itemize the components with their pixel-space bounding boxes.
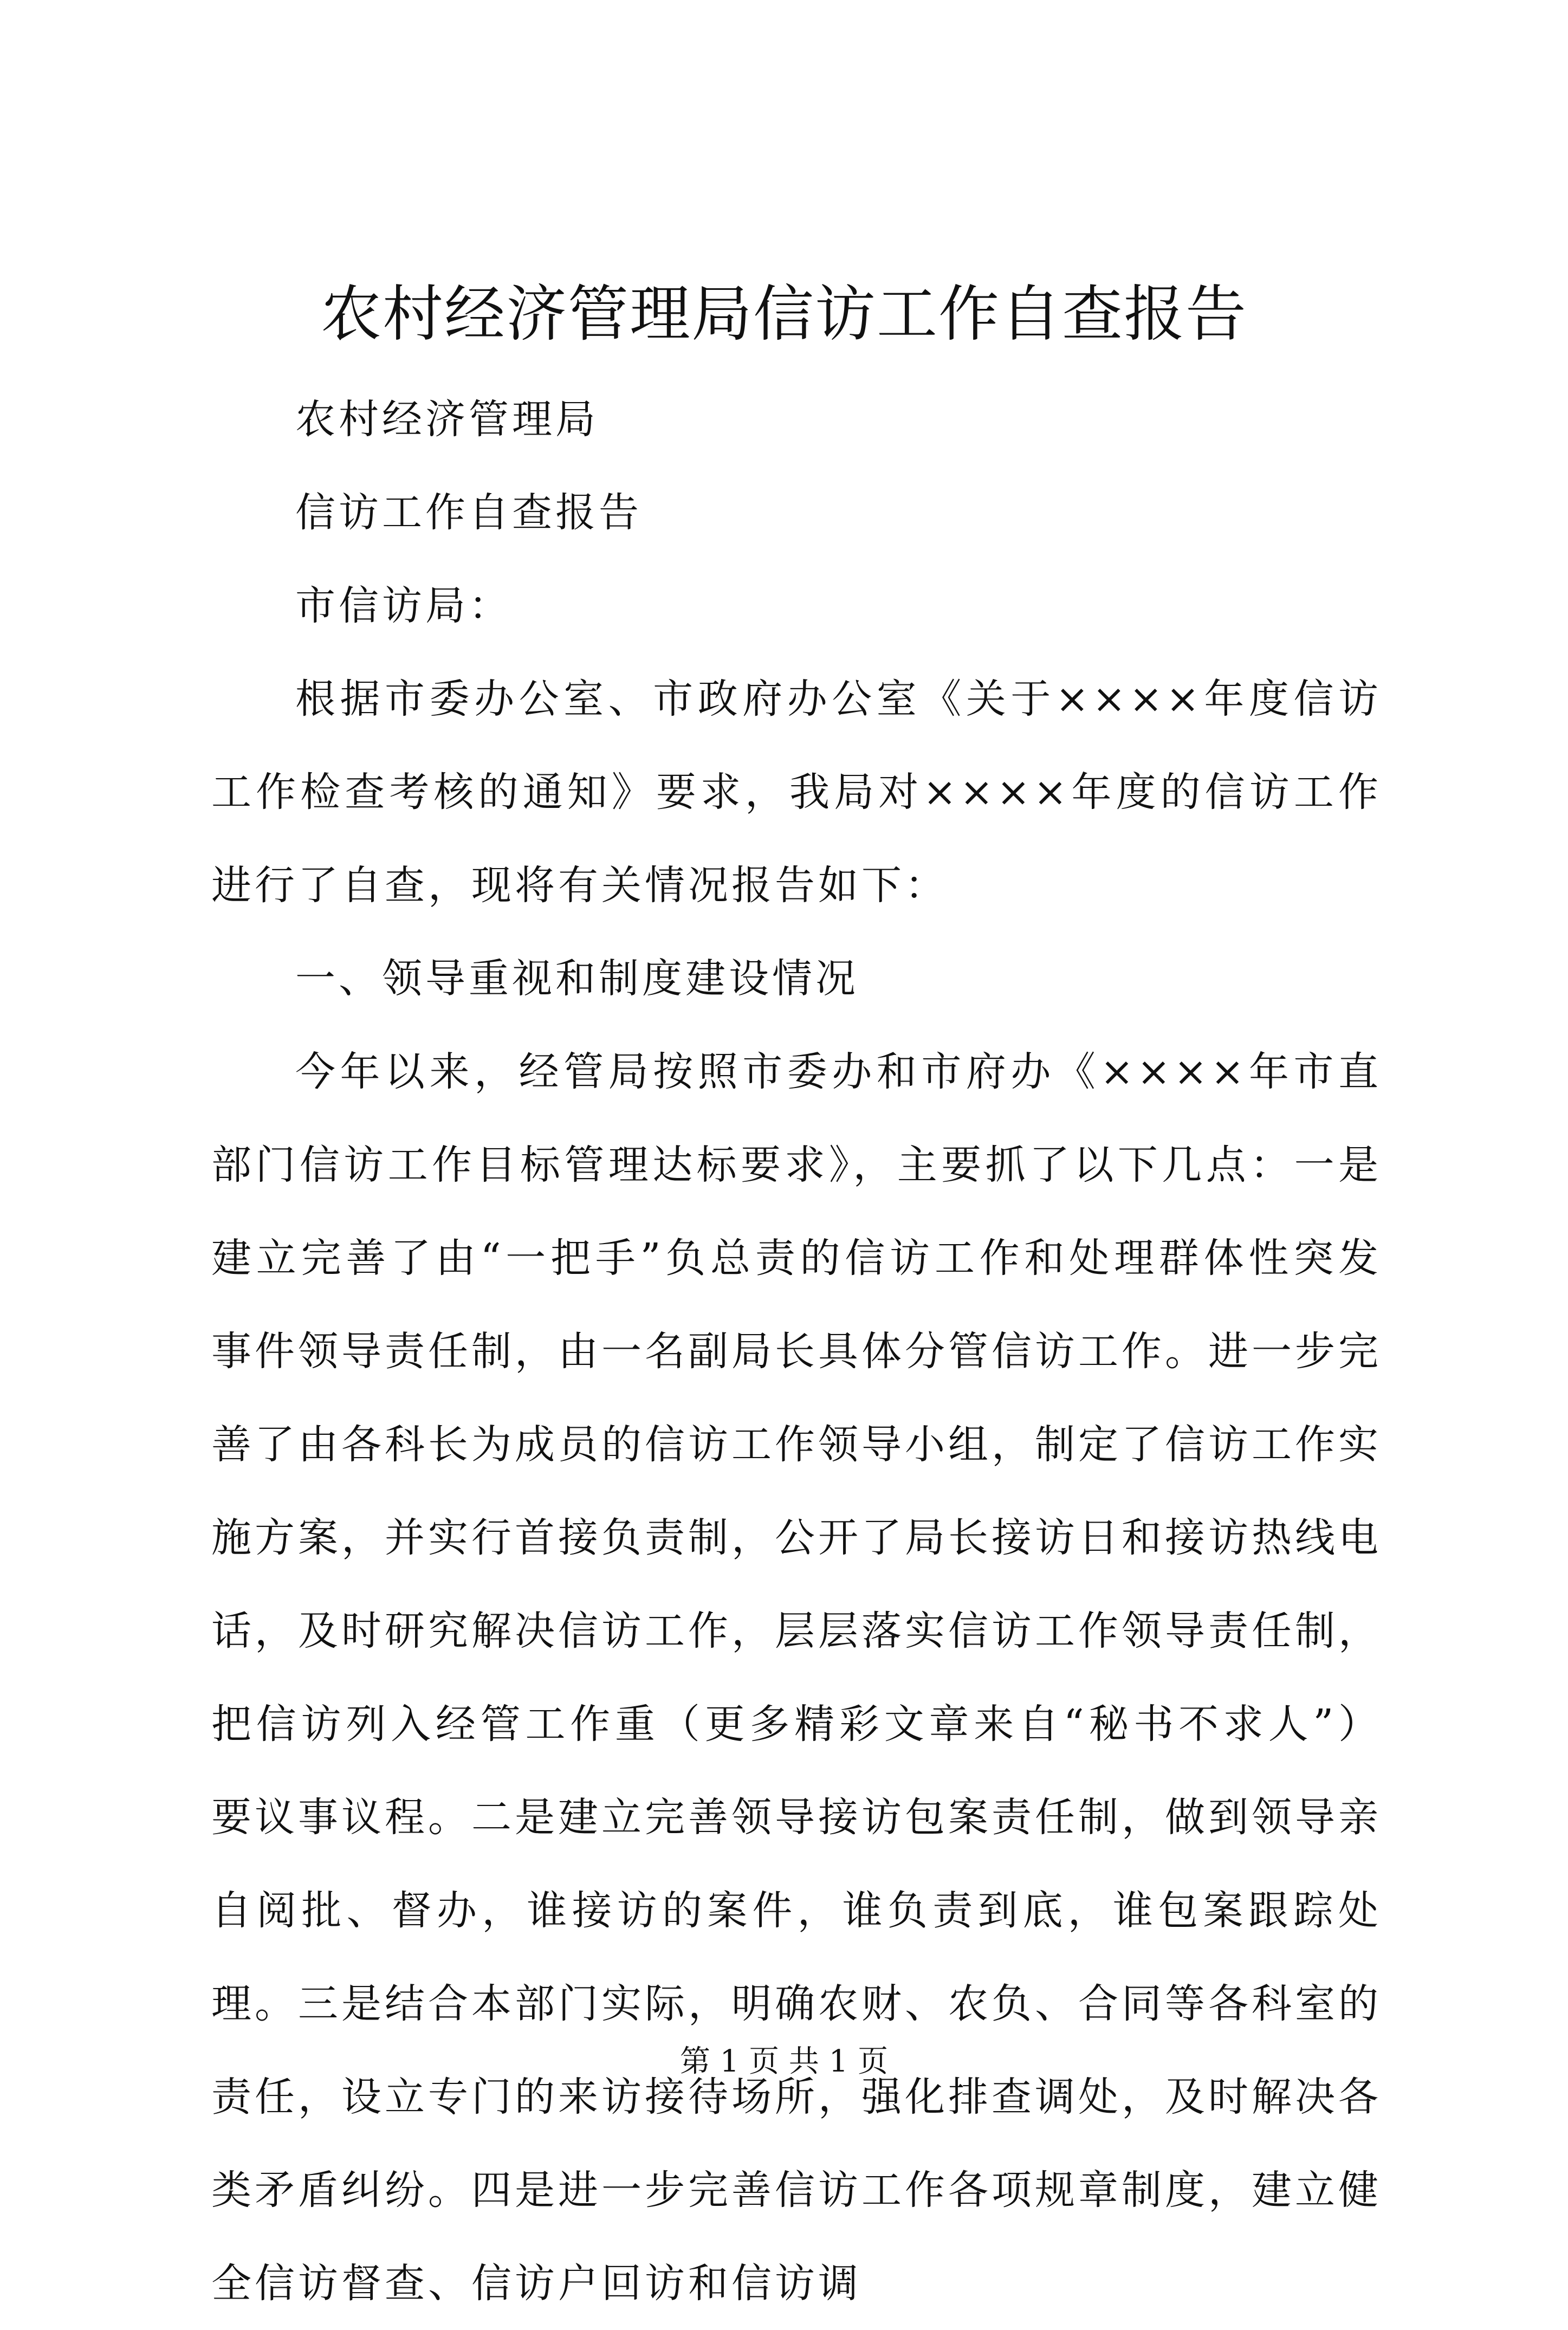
page-footer: 第 1 页 共 1 页 bbox=[679, 2044, 889, 2079]
paragraph-organization: 农村经济管理局 bbox=[295, 396, 599, 443]
paragraph-addressee: 市信访局： bbox=[295, 582, 512, 629]
paragraph-report-title: 信访工作自查报告 bbox=[295, 489, 642, 536]
document-title: 农村经济管理局信访工作自查报告 bbox=[321, 279, 1247, 350]
paragraph-introduction: 根据市委办公室、市政府办公室《关于××××年度信访工作检查考核的通知》要求，我局对××××年度的信访工作进行了自查，现将有关情况报告如下： bbox=[211, 676, 1382, 909]
paragraph-section-1-body: 今年以来，经管局按照市委办和市府办《××××年市直部门信访工作目标管理达标要求》，主要抓了以下几点：一是建立完善了由“一把手”负总责的信访工作和处理群体性突发事件领导责任制，由一名副局长具体分管信访工作。进一步完善了由各科长为成员的信访工作领导小组，制定了信访工作实施方案，并实行首接负责制，公开了局长接访日和接访热线电话，及时研究解决信访工作，层层落实信访工作领导责任制，把信访列入经管工作重（更多精彩文章来自“秘书不求人”）要议事议程。二是建立完善领导接访包案责任制，做到领导亲自阅批、督办，谁接访的案件，谁负责到底，谁包案跟踪处理。三是结合本部门实际，明确农财、农负、合同等各科室的责任，设立专门的来访接待场所，强化排查调处，及时解决各类矛盾纠纷。四是进一步完善信访工作各项规章制度，建立健全信访督查、信访户回访和信访调 bbox=[211, 1048, 1382, 2307]
document-body bbox=[211, 373, 1382, 2330]
section-heading-1: 一、领导重视和制度建设情况 bbox=[295, 955, 859, 1002]
